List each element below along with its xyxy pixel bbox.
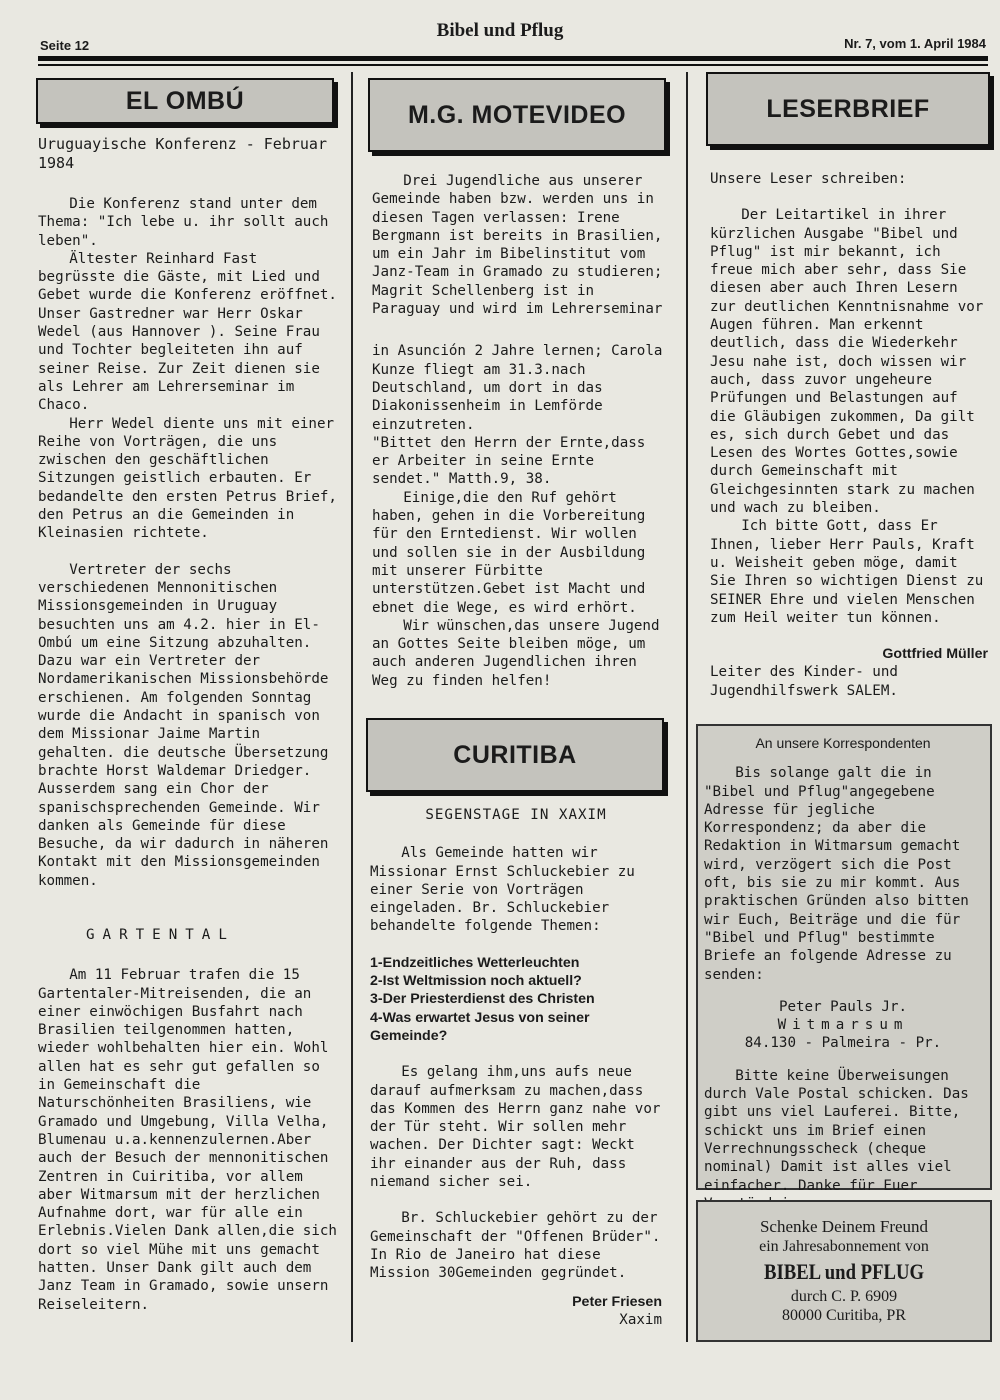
paragraph: Bitte keine Überweisungen durch Vale Postal schicken. Das gibt uns viel Lauferei. Bitte, schickt uns im Brief einen Verrechnungsscheck (cheque nominal) Damit ist alles viel einfacher. Danke für Euer — [704, 1067, 969, 1194]
column-3-text — [710, 170, 988, 700]
paragraph: Drei Jugendliche aus unserer Gemeinde haben bzw. werden uns in diesen Tagen verlassen: Irene Bergmann ist bereits in Brasilien, um ein Jahr im Bibelinstitut vom Janz-Team in Gramado zu studieren; Magrit Schellenberg ist in Paraguay und wird im Lehrerseminar — [372, 173, 663, 318]
section-title: M.G. MOTEVIDEO — [407, 100, 627, 129]
paragraph: Ich bitte Gott, dass Er Ihnen, lieber Herr Pauls, Kraft u. Weisheit geben möge, damit Sie Ihren so wichtigen Dienst zu SEINER Ehre und vielen Menschen zum Heil weiter tun können. — [710, 518, 984, 626]
quote: "Bittet den Herrn der Ernte,dass er Arbeiter in seine Ernte sendet." Matth.9, 38. — [372, 434, 646, 488]
paragraph: Br. Schluckebier gehört zu der Gemeinschaft der "Offenen Brüder". In Rio de Janeiro hat diese Mission 30Gemeinden gegründet. — [370, 1210, 661, 1282]
ad-line-3: BIBEL und PFLUG — [763, 1259, 925, 1284]
page-number: Seite 12 — [40, 38, 90, 53]
header-rule-thin — [38, 64, 988, 66]
address-name: Peter Pauls Jr. — [778, 998, 908, 1015]
section-title-box-curitiba — [366, 718, 664, 792]
column-2-text-top — [372, 172, 666, 690]
section-title-box-leserbrief — [706, 72, 990, 146]
subscription-ad — [696, 1200, 992, 1342]
paragraph: Am 11 Februar trafen die 15 Gartentaler-Mitreisenden, die an einer einwöchigen Busfahrt nach Brasilien teilgenommen hatten, wieder wohlbehalten hier ein. Wohl allen hat es sehr gut gefallen so in Gemeinschaft die Naturschönheiten Brasiliens, wie Gramado und Umgebung, Villa Velha, Blumenau u.a.kennenzulernen.Aber auch der Besuch der mennonitischen Zentren in Cuiritiba, vor allem aber Witmarsum mit der herzlichen Aufnahme dort, war für alle ein Erlebnis.Vielen Dank allen,die sich dort so viel Mühe mit uns gemacht hatten. Unser Dank gilt auch dem Janz Team in Gramado, sowie unsern Reiseleitern. — [38, 967, 337, 1313]
address-town: Witmarsum — [777, 1017, 909, 1034]
section-title: LESERBRIEF — [766, 94, 930, 123]
notice-body — [704, 734, 982, 1231]
section-title: EL OMBÚ — [125, 86, 245, 115]
column-1-text — [38, 135, 338, 1332]
section-title: CURITIBA — [453, 740, 577, 769]
ad-line-4: durch C. P. 6909 — [790, 1288, 898, 1305]
column-divider-right — [686, 72, 688, 1342]
address-postcode: 84.130 - Palmeira - Pr. — [744, 1035, 942, 1052]
paragraph: Die Konferenz stand unter dem Thema: "Ich lebe u. ihr sollt auch leben". — [38, 196, 329, 249]
ad-line-5: 80000 Curitiba, PR — [781, 1307, 906, 1324]
author-name: Peter Friesen — [572, 1293, 662, 1310]
list-item: 2-Ist Weltmission noch aktuell? — [370, 973, 582, 990]
paragraph: Es gelang ihm,uns aufs neue darauf aufmerksam zu machen,dass das Kommen des Herrn ganz nahe vor der Tür steht. Wir sollen mehr wachen. Der Dichter sagt: Weckt ihr einander aus der Ruh, dass niemand sicher sei. — [370, 1064, 661, 1191]
correspondents-notice — [696, 724, 992, 1194]
paragraph: in Asunción 2 Jahre lernen; Carola Kunze fliegt am 31.3.nach Deutschland, um dort in das Diakonissenheim in Lemförde einzutreten. — [372, 343, 663, 433]
ad-line-2: ein Jahresabonnement von — [759, 1238, 929, 1255]
column-2-text-bottom — [370, 806, 662, 1329]
author-place: Xaxim — [619, 1311, 662, 1328]
letter-author-role: Leiter des Kinder- und Jugendhilfswerk SALEM. — [710, 664, 898, 699]
list-item: 1-Endzeitliches Wetterleuchten — [370, 954, 580, 971]
article-subtitle: Uruguayische Konferenz - Februar 1984 — [38, 135, 327, 172]
section-title-box-montevideo — [368, 78, 666, 152]
section-heading-gartental: GARTENTAL — [86, 926, 235, 943]
issue-date: Nr. 7, vom 1. April 1984 — [844, 36, 986, 51]
paragraph: Ältester Reinhard Fast begrüsste die Gäste, mit Lied und Gebet wurde die Konferenz eröffnet. Unser Gastredner war Herr Oskar Wedel (aus Hannover ). Seine Frau und Tochter begleiteten ihn auf seiner Reise. Zur Zeit dienen sie als Lehrer am Lehrerseminar im Chaco. — [38, 250, 337, 414]
letter-author: Gottfried Müller — [882, 646, 988, 663]
notice-title: An unsere Korrespondenten — [755, 735, 931, 751]
list-item: 3-Der Priesterdienst des Christen — [370, 991, 595, 1008]
topic-list — [370, 954, 662, 1045]
intro-line: Unsere Leser schreiben: — [710, 171, 907, 187]
paragraph: Der Leitartikel in ihrer kürzlichen Ausgabe "Bibel und Pflug" ist mir bekannt, ich freue mich aber sehr, dass Sie diesen aber auch Ihren Lesern zur deutlichen Kenntnisnahme vor Augen führen. Man erkennt deutlich, dass die Wiederkehr Jesu nahe ist, doch wissen wir auch, dass zuvor ungeheure Prüfungen und Belastungen auf die Gläubigen zukommen, Da gilt es, sich durch Gebet und das Lesen des Wortes Gottes,sowie durch Gemeinschaft mit Gleichgesinnten stark zu machen und wach zu bleiben. — [710, 207, 984, 517]
section-title-box-el-ombu — [36, 78, 334, 124]
header-rule-thick — [38, 56, 988, 61]
paragraph: Herr Wedel diente uns mit einer Reihe von Vorträgen, die uns zwischen den geschäftlichen Sitzungen geistlich erbauten. Er bedandelte den ersten Petrus Brief, den Petrus an die Gemeinden in Kleinasien richtete. — [38, 415, 337, 542]
section-heading-segenstage: SEGENSTAGE IN XAXIM — [425, 807, 607, 823]
paragraph: Vertreter der sechs verschiedenen Mennonitischen Missionsgemeinden in Uruguay besuchten uns am 4.2. hier in El-Ombú um eine Sitzung abzuhalten. Dazu war ein Vertreter der Nordamerikanischen Missionsbehörde erschienen. Am folgenden Sonntag wurde die Andacht in spanisch von dem Missionar Jaime Martin gehalten. die deutsche Übersetzung brachte Horst Waldemar Driedger. Ausserdem sang ein Chor der spanischsprechenden Gemeinde. Wir danken als Gemeinde für diese Besuche, da wir dadurch in näheren Kontakt mit den Missionsgemeinden kommen. — [38, 561, 329, 889]
paragraph: Als Gemeinde hatten wir Missionar Ernst Schluckebier zu einer Serie von Vorträgen eingeladen. Br. Schluckebier behandelte folgende Themen: — [370, 845, 635, 935]
paragraph: Einige,die den Ruf gehört haben, gehen in die Vorbereitung für den Erntedienst. Wir wollen und sollen sie in der Ausbildung mit unserer Fürbitte unterstützen.Gebet ist Macht und ebnet die Wege, es wird erhört. — [372, 489, 646, 616]
paragraph: Wir wünschen,das unsere Jugend an Gottes Seite bleiben möge, um auch anderen Jugendlichen ihren Weg zu finden helfen! — [372, 617, 660, 689]
list-item: 4-Was erwartet Jesus von seiner Gemeinde? — [370, 1009, 590, 1044]
paragraph: Bis solange galt die in "Bibel und Pflug"angegebene Adresse für jegliche Korrespondenz; da aber die Redaktion in Witmarsum gemacht wird, verzögert sich die Post oft, bis sie zu mir kommt. Aus praktischen Gründen also bitten wir Euch, Beiträge und die für "Bibel und Pflug" bestimmte Briefe an folgende Adresse zu senden: — [704, 765, 969, 983]
ad-line-1: Schenke Deinem Freund — [759, 1217, 929, 1236]
newspaper-title: Bibel und Pflug — [436, 20, 564, 41]
column-divider-left — [351, 72, 353, 1342]
